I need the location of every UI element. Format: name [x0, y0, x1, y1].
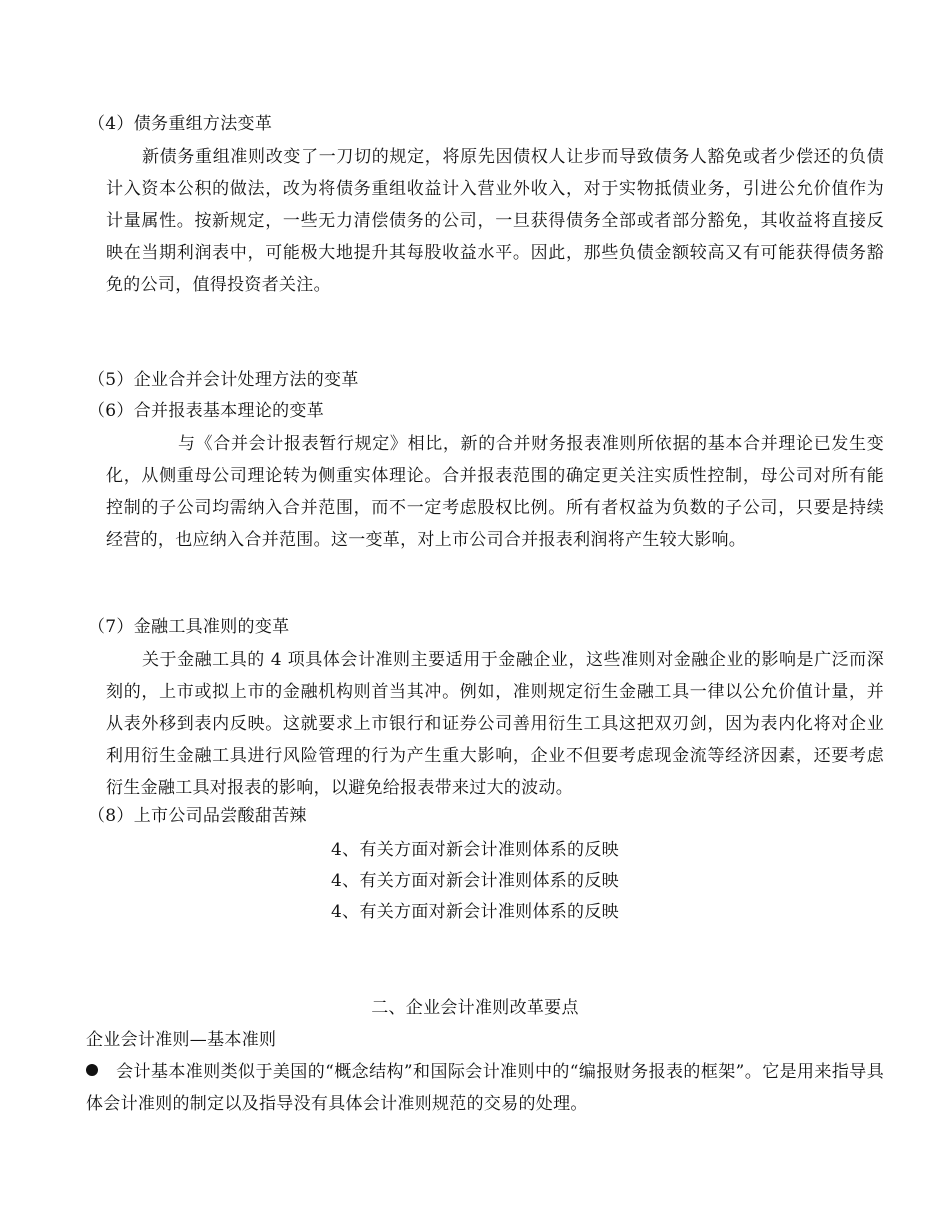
part-two-title: 二、企业会计准则改革要点 [371, 998, 579, 1018]
bullet-icon [86, 1064, 98, 1076]
section-6-paragraph: 与《合并会计报表暂行规定》相比，新的合并财务报表准则所依据的基本合并理论已发生变化，从侧重母公司理论转为侧重实体理论。合并报表范围的确定更关注实质性控制，母公司对所有能控制的子公司均需纳入合并范围，而不一定考虑股权比例。所有者权益为负数的子公司，只要是持续经营的，也应纳入合并范围。这一变革，对上市公司合并报表利润将产生较大影响。 [106, 434, 884, 550]
repeated-title-1: 4、有关方面对新会计准则体系的反映 [331, 840, 619, 860]
section-7-heading: （7）金融工具准则的变革 [88, 617, 290, 637]
section-4-heading: （4）债务重组方法变革 [88, 114, 273, 134]
repeated-title-2: 4、有关方面对新会计准则体系的反映 [331, 871, 619, 891]
section-5-heading: （5）企业合并会计处理方法的变革 [88, 370, 359, 390]
section-7-paragraph: 关于金融工具的 4 项具体会计准则主要适用于金融企业，这些准则对金融企业的影响是广泛而深刻的，上市或拟上市的金融机构则首当其冲。例如，准则规定衍生金融工具一律以公允价值计量，并从表外移到表内反映。这就要求上市银行和证券公司善用衍生工具这把双刃剑，因为表内化将对企业利用衍生金融工具进行风险管理的行为产生重大影响，企业不但要考虑现金流等经济因素，还要考虑衍生金融工具对报表的影响，以避免给报表带来过大的波动。 [106, 650, 884, 798]
part-two-subtitle: 企业会计准则—基本准则 [86, 1030, 277, 1050]
repeated-title-3: 4、有关方面对新会计准则体系的反映 [331, 902, 619, 922]
bullet-paragraph [86, 1056, 884, 1120]
bullet-text: 会计基本准则类似于美国的“概念结构”和国际会计准则中的“编报财务报表的框架”。它是用来指导具体会计准则的制定以及指导没有具体会计准则规范的交易的处理。 [86, 1062, 884, 1114]
section-8-heading: （8）上市公司品尝酸甜苦辣 [88, 806, 307, 826]
section-4-paragraph: 新债务重组准则改变了一刀切的规定，将原先因债权人让步而导致债务人豁免或者少偿还的负债计入资本公积的做法，改为将债务重组收益计入营业外收入，对于实物抵债业务，引进公允价值作为计量属性。按新规定，一些无力清偿债务的公司，一旦获得债务全部或者部分豁免，其收益将直接反映在当期利润表中，可能极大地提升其每股收益水平。因此，那些负债金额较高又有可能获得债务豁免的公司，值得投资者关注。 [106, 147, 884, 295]
section-6-heading: （6）合并报表基本理论的变革 [88, 401, 325, 421]
